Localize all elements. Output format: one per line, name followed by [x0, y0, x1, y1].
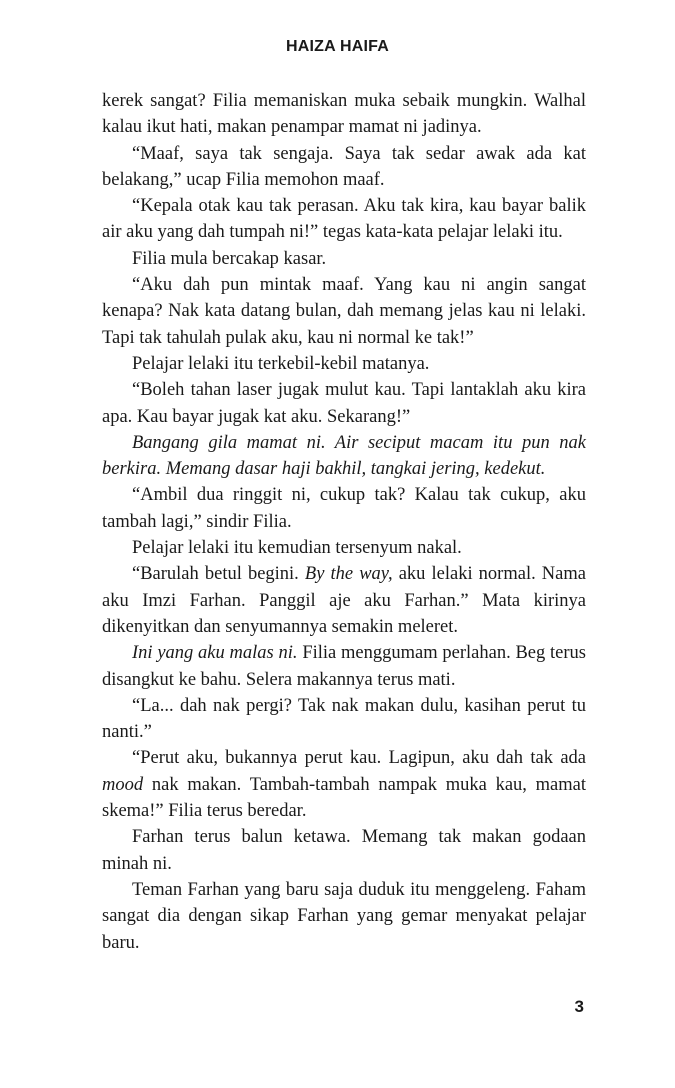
- italic-text: By the way,: [304, 564, 393, 585]
- running-head: HAIZA HAIFA: [286, 38, 389, 55]
- paragraph: [102, 561, 586, 640]
- text-run: Teman Farhan yang baru saja duduk itu menggeleng. Faham sangat dia dengan sikap Farhan yang gemar menyakat pelajar baru.: [102, 879, 586, 953]
- text-run: “Ambil dua ringgit ni, cukup tak? Kalau tak cukup, aku tambah lagi,” sindir Filia.: [102, 485, 586, 532]
- paragraph: [102, 877, 586, 956]
- paragraph: [102, 640, 586, 693]
- text-run: “Aku dah pun mintak maaf. Yang kau ni angin sangat kenapa? Nak kata datang bulan, dah memang jelas kau ni lelaki. Tapi tak tahulah pulak aku, kau ni normal ke tak!”: [102, 275, 586, 348]
- text-run: Pelajar lelaki itu kemudian tersenyum nakal.: [132, 538, 462, 559]
- italic-text: Ini yang aku malas ni.: [132, 643, 298, 664]
- paragraph: [102, 745, 586, 824]
- paragraph: [102, 482, 586, 535]
- paragraph: [102, 193, 586, 246]
- italic-text: mood: [102, 774, 144, 795]
- text-run: “Barulah betul begini.: [132, 564, 305, 585]
- text-run: Bangang gila mamat ni. Air seciput macam itu pun nak berkira. Memang dasar haji bakhil, tangkai jering, kedekut.: [102, 432, 586, 480]
- text-run: Filia menggumam perlahan. Beg terus disangkut ke bahu. Selera makannya terus mati.: [102, 643, 587, 690]
- text-run: kerek sangat? Filia memaniskan muka sebaik mungkin. Walhal kalau ikut hati, makan penampar mamat ni jadinya.: [102, 91, 586, 138]
- paragraph: [102, 693, 586, 746]
- paragraph: [102, 535, 586, 561]
- paragraph: [102, 272, 586, 351]
- paragraph: [102, 430, 586, 483]
- text-run: “La... dah nak pergi? Tak nak makan dulu, kasihan perut tu nanti.”: [102, 695, 586, 743]
- page-number: 3: [574, 997, 584, 1016]
- text-run: Pelajar lelaki itu terkebil-kebil matanya.: [132, 353, 430, 374]
- paragraph: [102, 246, 586, 272]
- paragraph: [102, 824, 586, 877]
- text-run: nak makan. Tambah-tambah nampak muka kau, mamat skema!” Filia terus beredar.: [102, 774, 586, 822]
- paragraph: [102, 351, 586, 377]
- text-run: Filia mula bercakap kasar.: [132, 248, 327, 269]
- text-run: “Kepala otak kau tak perasan. Aku tak kira, kau bayar balik air aku yang dah tumpah ni!” tegas kata-kata pelajar lelaki itu.: [102, 196, 586, 243]
- paragraph: [102, 141, 586, 194]
- text-run: Farhan terus balun ketawa. Memang tak makan godaan minah ni.: [102, 827, 586, 874]
- text-run: “Boleh tahan laser jugak mulut kau. Tapi lantaklah aku kira apa. Kau bayar jugak kat aku. Sekarang!”: [102, 380, 586, 427]
- text-run: “Perut aku, bukannya perut kau. Lagipun, aku dah tak ada: [132, 748, 586, 769]
- body-text: [102, 88, 586, 956]
- paragraph: [102, 377, 586, 430]
- paragraph: [102, 88, 586, 141]
- text-run: “Maaf, saya tak sengaja. Saya tak sedar awak ada kat belakang,” ucap Filia memohon maaf.: [102, 143, 586, 190]
- text-run: aku lelaki normal. Nama aku Imzi Farhan. Panggil aje aku Farhan.” Mata kirinya dikenyitkan dan senyumannya semakin meleret.: [102, 564, 586, 637]
